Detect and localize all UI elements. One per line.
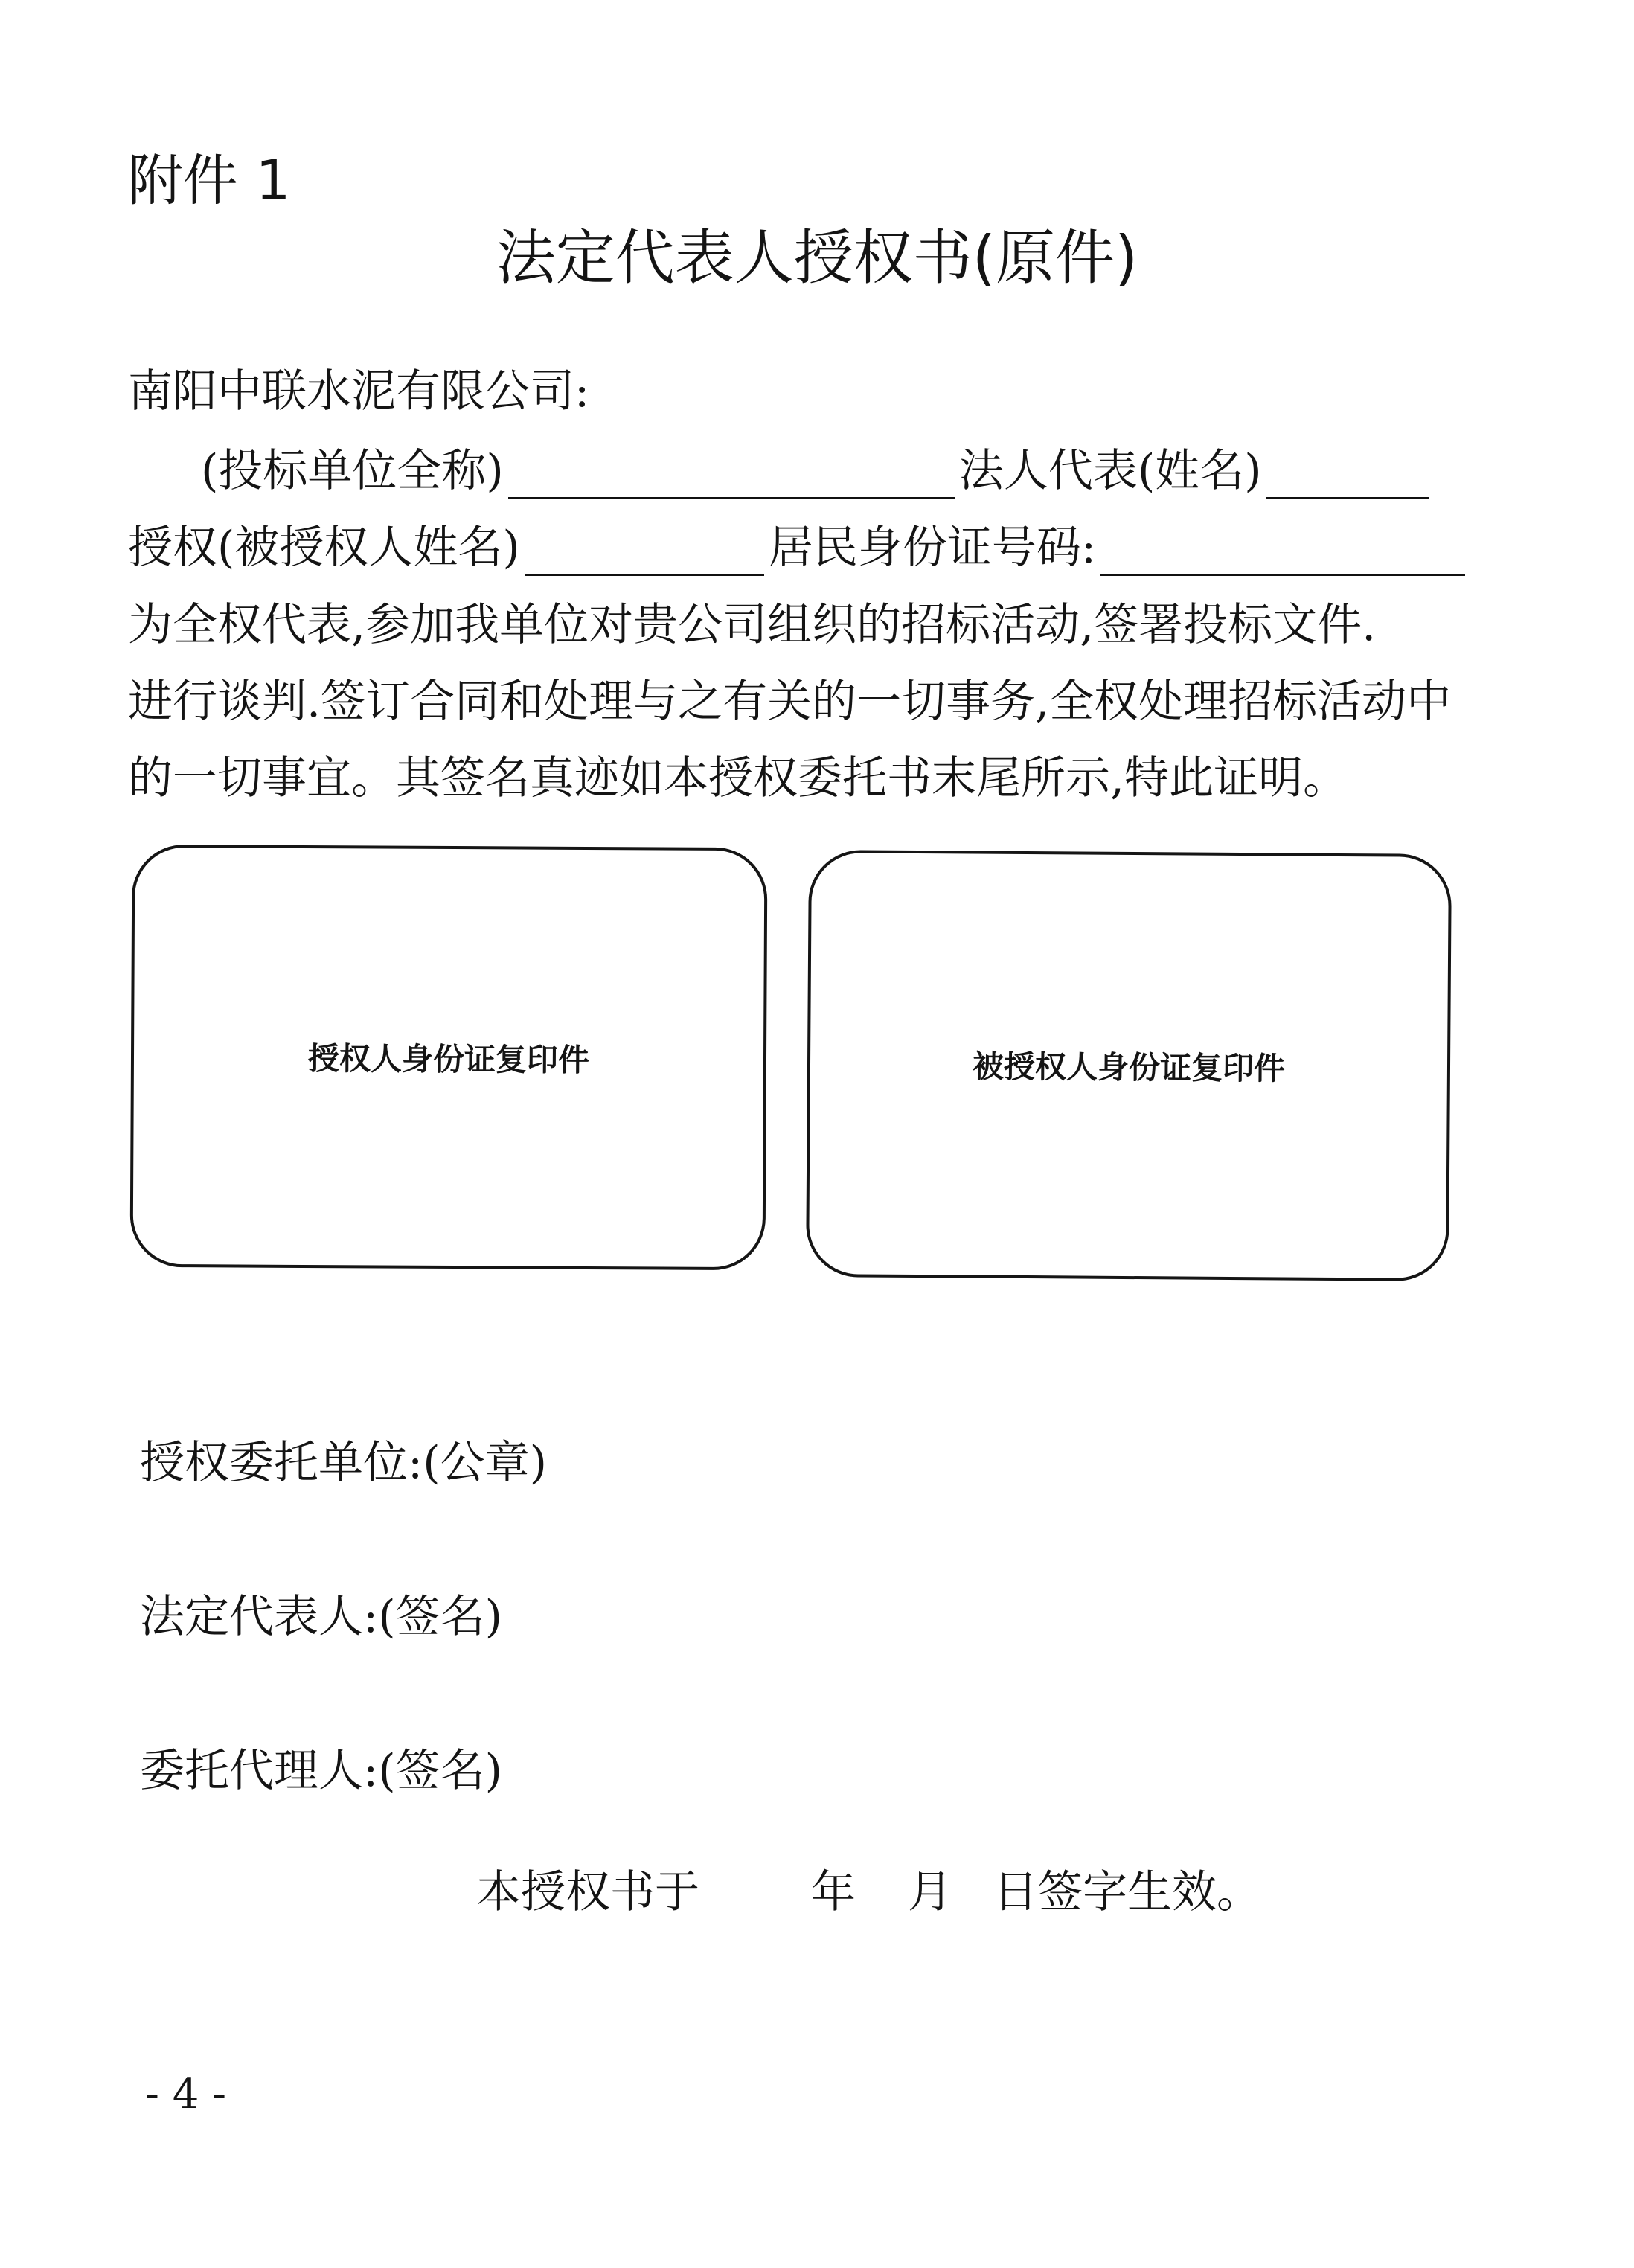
legal-representative-signature-line: 法定代表人:(签名) — [140, 1591, 503, 1643]
authorization-paragraph-line-2: 进行谈判.签订合同和处理与之有关的一切事务,全权处理招标活动中 — [128, 676, 1452, 728]
authorized-agent-signature-line: 委托代理人:(签名) — [140, 1745, 503, 1797]
bidder-row — [201, 435, 1433, 499]
id-number-label: 居民身份证号码: — [768, 522, 1097, 574]
legal-rep-name-blank[interactable] — [1266, 452, 1429, 499]
agent-name-blank[interactable] — [525, 529, 764, 576]
bidder-name-blank[interactable] — [508, 452, 955, 499]
page-number: - 4 - — [145, 2070, 227, 2118]
effective-month-label: 月 — [908, 1866, 952, 1918]
agent-name-label: 授权(被授权人姓名) — [128, 522, 520, 574]
authorizing-unit-seal-line: 授权委托单位:(公章) — [140, 1437, 548, 1489]
attachment-label: 附件 1 — [128, 149, 291, 213]
id-number-blank[interactable] — [1100, 529, 1465, 576]
agent-row — [128, 512, 1470, 576]
grantor-id-copy-box — [130, 845, 768, 1270]
authorization-paragraph-line-1: 为全权代表,参加我单位对贵公司组织的招标活动,签署投标文件. — [128, 599, 1377, 651]
document-title: 法定代表人授权书(原件) — [496, 223, 1138, 292]
effective-prefix: 本授权书于 — [476, 1866, 699, 1918]
addressee: 南阳中联水泥有限公司: — [128, 365, 590, 417]
grantee-id-copy-label: 被授权人身份证复印件 — [972, 1048, 1286, 1087]
bidder-name-label: (投标单位全称) — [201, 445, 504, 497]
grantee-id-copy-box — [806, 850, 1452, 1281]
effective-date-line — [476, 1857, 1261, 1921]
grantor-id-copy-label: 授权人身份证复印件 — [307, 1040, 590, 1078]
effective-suffix: 日签字生效。 — [993, 1866, 1261, 1918]
legal-rep-name-label: 法人代表(姓名) — [958, 445, 1262, 497]
effective-year-label: 年 — [811, 1866, 856, 1918]
authorization-paragraph-line-3: 的一切事宜。其签名真迹如本授权委托书末尾所示,特此证明。 — [128, 752, 1348, 804]
